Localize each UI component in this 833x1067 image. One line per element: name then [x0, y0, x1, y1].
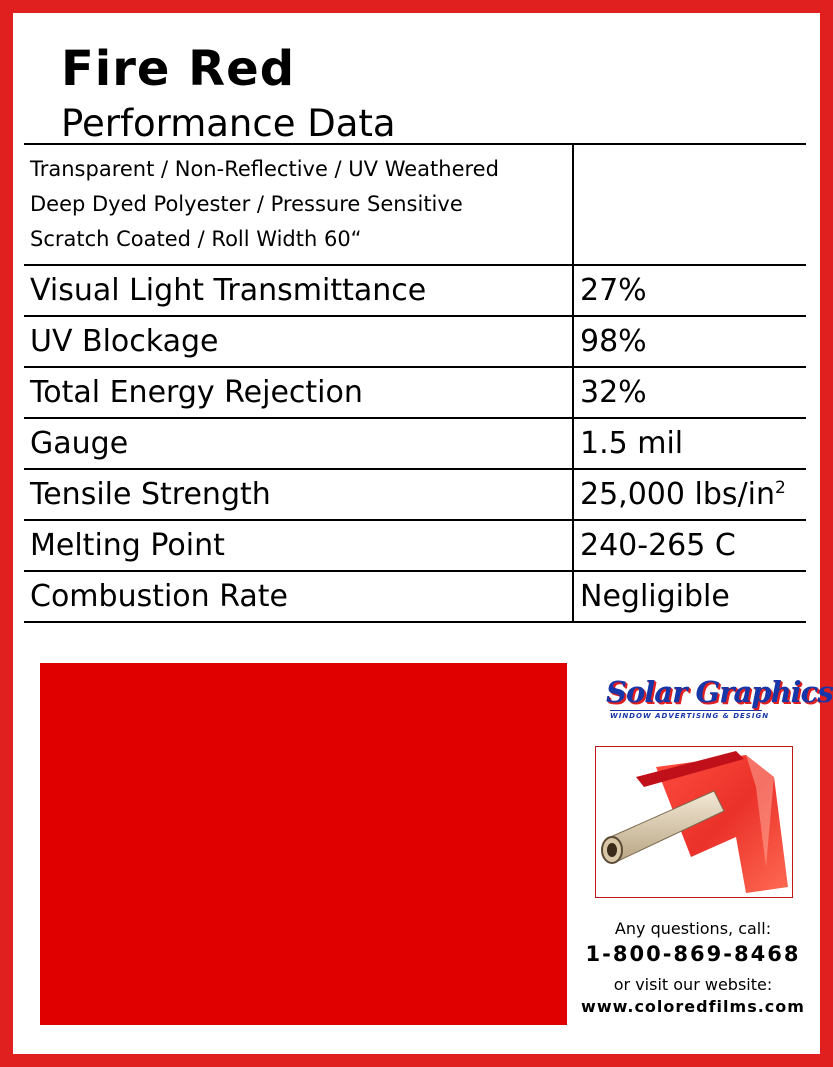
table-row [24, 520, 806, 571]
spec-value: 98% [573, 316, 806, 367]
spec-label: Total Energy Rejection [24, 367, 573, 418]
description-row [24, 144, 806, 265]
product-title: Fire Red [61, 41, 296, 97]
table-row [24, 265, 806, 316]
spec-label: Combustion Rate [24, 571, 573, 622]
table-row [24, 367, 806, 418]
spec-label: Melting Point [24, 520, 573, 571]
spec-label: Visual Light Transmittance [24, 265, 573, 316]
table-row [24, 571, 806, 622]
brand-name: Solar Graphics [606, 675, 833, 709]
spec-value-cell [573, 469, 806, 520]
description-empty-cell [573, 144, 806, 265]
spec-value: 240-265 C [573, 520, 806, 571]
spec-value: 25,000 lbs/in [580, 477, 775, 512]
spec-value: 1.5 mil [573, 418, 806, 469]
phone-number: 1-800-869-8468 [585, 942, 801, 966]
performance-table [24, 143, 806, 623]
spec-value: Negligible [573, 571, 806, 622]
description-line: Deep Dyed Polyester / Pressure Sensitive [30, 192, 463, 216]
spec-value-superscript: 2 [774, 478, 786, 498]
visit-text: or visit our website: [613, 975, 773, 994]
table-row [24, 469, 806, 520]
solar-graphics-logo [606, 675, 833, 724]
table-row [24, 418, 806, 469]
contact-block [580, 918, 806, 1018]
brand-tagline: WINDOW ADVERTISING & DESIGN [610, 712, 770, 720]
spec-value: 27% [573, 265, 806, 316]
spec-value: 32% [573, 367, 806, 418]
spec-label: Gauge [24, 418, 573, 469]
page-subtitle: Performance Data [61, 102, 396, 145]
website-link[interactable]: www.coloredfilms.com [581, 997, 805, 1016]
questions-text: Any questions, call: [614, 919, 772, 938]
description-line: Transparent / Non-Reflective / UV Weathered [30, 157, 499, 181]
description-line: Scratch Coated / Roll Width 60“ [30, 227, 362, 251]
film-roll-photo [595, 746, 793, 898]
description-cell [24, 144, 573, 265]
spec-label: Tensile Strength [24, 469, 573, 520]
film-roll-icon [596, 747, 792, 897]
table-row [24, 316, 806, 367]
color-swatch [40, 663, 567, 1025]
spec-label: UV Blockage [24, 316, 573, 367]
